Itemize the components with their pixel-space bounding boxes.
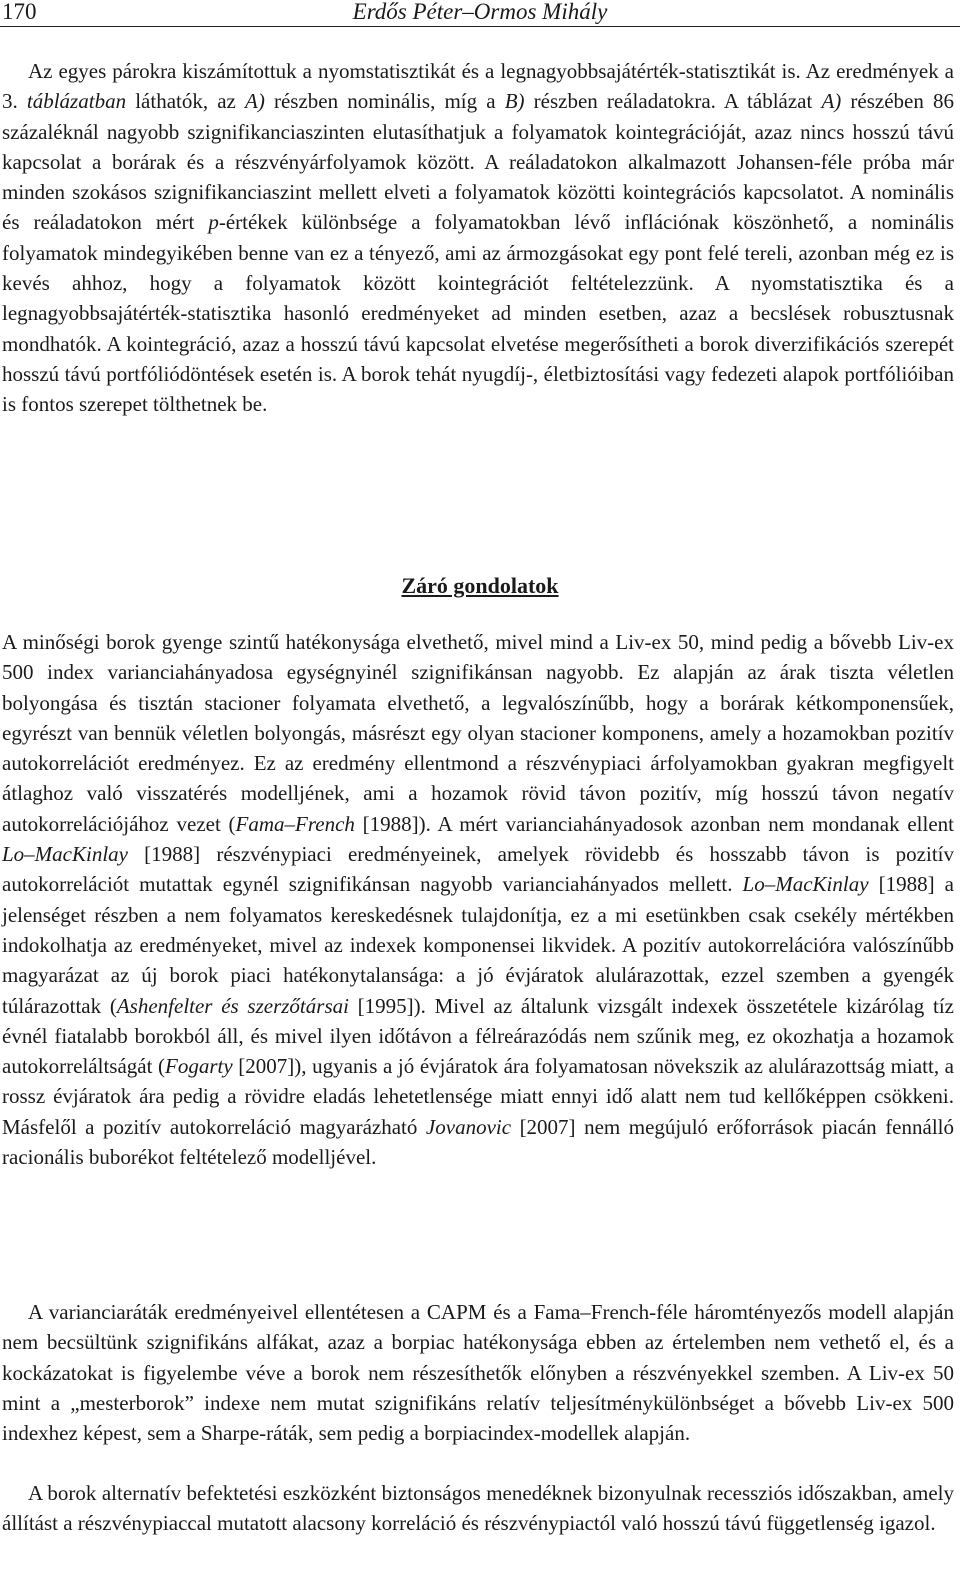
paragraph-safe-haven: A borok alternatív befektetési eszközként biztonságos menedéknek bizonyulnak recessziós időszakban, amely állítást a részvénypiaccal mutatott alacsony korreláció és részvénypiactól való hosszú távú függetlenség igazol. [2, 1481, 954, 1536]
running-title: Erdős Péter–Ormos Mihály [352, 0, 608, 24]
paragraph-conclusions-efficiency: A minőségi borok gyenge szintű hatékonysága elvethető, mivel mind a Liv-ex 50, mind pedig a bővebb Liv-ex 500 index varianciahányadosa egységnyinél szignifikánsan nagyobb. Ez alapján az árak tiszta véletlen bolyongása és tisztán stacioner folyamata elvethető, a legvalószínűbb, hogy a borárak kétkomponensűek, egyrészt van bennük véletlen bolyongás, másrészt egy olyan stacioner komponens, amely a hozamokban pozitív autokorrelációt eredményez. Ez az eredmény ellentmond a részvénypiaci árfolyamokban gyakran megfigyelt átlaghoz való visszatérés modelljének, ami a hozamok rövid távon pozitív, míg hosszú távon negatív autokorrelációjához vezet (Fama–French [1988]). A mért varianciahányadosok azonban nem mondanak ellent Lo–MacKinlay [1988] részvénypiaci eredményeinek, amelyek rövidebb és hosszabb távon is pozitív autokorrelációt mutattak egynél szignifikánsan nagyobb varianciahányados mellett. Lo–MacKinlay [1988] a jelenséget részben a nem folyamatos kereskedésnek tulajdonítja, ez a mi esetünkben csak csekély mértékben indokolhatja az eredményeket, mivel az indexek komponensei likvidek. A pozitív autokorrelációra valószínűbb magyarázat az új borok piaci hatékonytalansága: a jó évjáratok alulárazottak, ezzel szemben a gyengék túlárazottak (Ashenfelter és szerzőtársai [1995]). Mivel az általunk vizsgált indexek összetétele kizárólag tíz évnél fiatalabb borokból áll, és mivel ilyen időtávon a félreárazódás nem szűnik meg, ez okozhatja a hozamok autokorreláltságát (Fogarty [2007]), ugyanis a jó évjáratok ára folyamatosan növekszik az alulárazottság miatt, a rossz évjáratok ára pedig a rövidre eladás lehetetlensége miatt ennyi idő alatt nem tud kellőképpen csökkeni. Másfelől a pozitív autokorreláció magyarázható Jovanovic [2007] nem megújuló erőforrások piacán fennálló racionális buborékot feltételező modelljével. [2, 630, 955, 1170]
page-number: 170 [2, 0, 37, 24]
paragraph-cointegration-results: Az egyes párokra kiszámítottuk a nyomstatisztikát és a legnagyobbsajátérték-statisztikát is. Az eredmények a 3. táblázatban láthatók, az A) részben nominális, míg a B) részben reáladatokra. A táblázat A) részében 86 százaléknál nagyobb szignifikanciaszinten elutasíthatjuk a folyamatok kointegrációját, azaz nincs hosszú távú kapcsolat a borárak és a részvényárfolyamok között. A reáladatokon alkalmazott Johansen-féle próba már minden szokásos szignifikanciaszint mellett elveti a folyamatok közötti kointegrációs kapcsolatot. A nominális és reáladatokon mért p-értékek különbsége a folyamatokban lévő inflációnak köszönhető, a nominális folyamatok mindegyikében benne van ez a tényező, ami az ármozgásokat egy pont felé tereli, azonban még ez is kevés ahhoz, hogy a folyamatok között kointegrációt feltételezzünk. A nyomstatisztika és a legnagyobbsajátérték-statisztika hasonló eredményeket ad minden esetben, azaz a becslések robusztusnak mondhatók. A kointegráció, azaz a hosszú távú kapcsolat elvetése megerősítheti a borok diverzifikációs szerepét hosszú távú portfóliódöntések esetén is. A borok tehát nyugdíj-, életbiztosítási vagy fedezeti alapok portfólióiban is fontos szerepet tölthetnek be. [2, 59, 955, 417]
page-header [0, 0, 960, 27]
section-heading: Záró gondolatok [401, 573, 559, 598]
paragraph-capm-results: A varianciaráták eredményeivel ellentétesen a CAPM és a Fama–French-féle háromtényezős modell alapján nem becsültünk szignifikáns alfákat, azaz a borpiac hatékonysága ebben az értelemben nem vethető el, és a kockázatokat is figyelembe véve a borok nem részesíthetők előnyben a részvényekkel szemben. A Liv-ex 50 mint a „mesterborok” indexe nem mutat szignifikáns relatív teljesítménykülönbséget a bővebb Liv-ex 500 indexhez képest, sem a Sharpe-ráták, sem pedig a borpiacindex-modellek alapján. [2, 1300, 954, 1446]
